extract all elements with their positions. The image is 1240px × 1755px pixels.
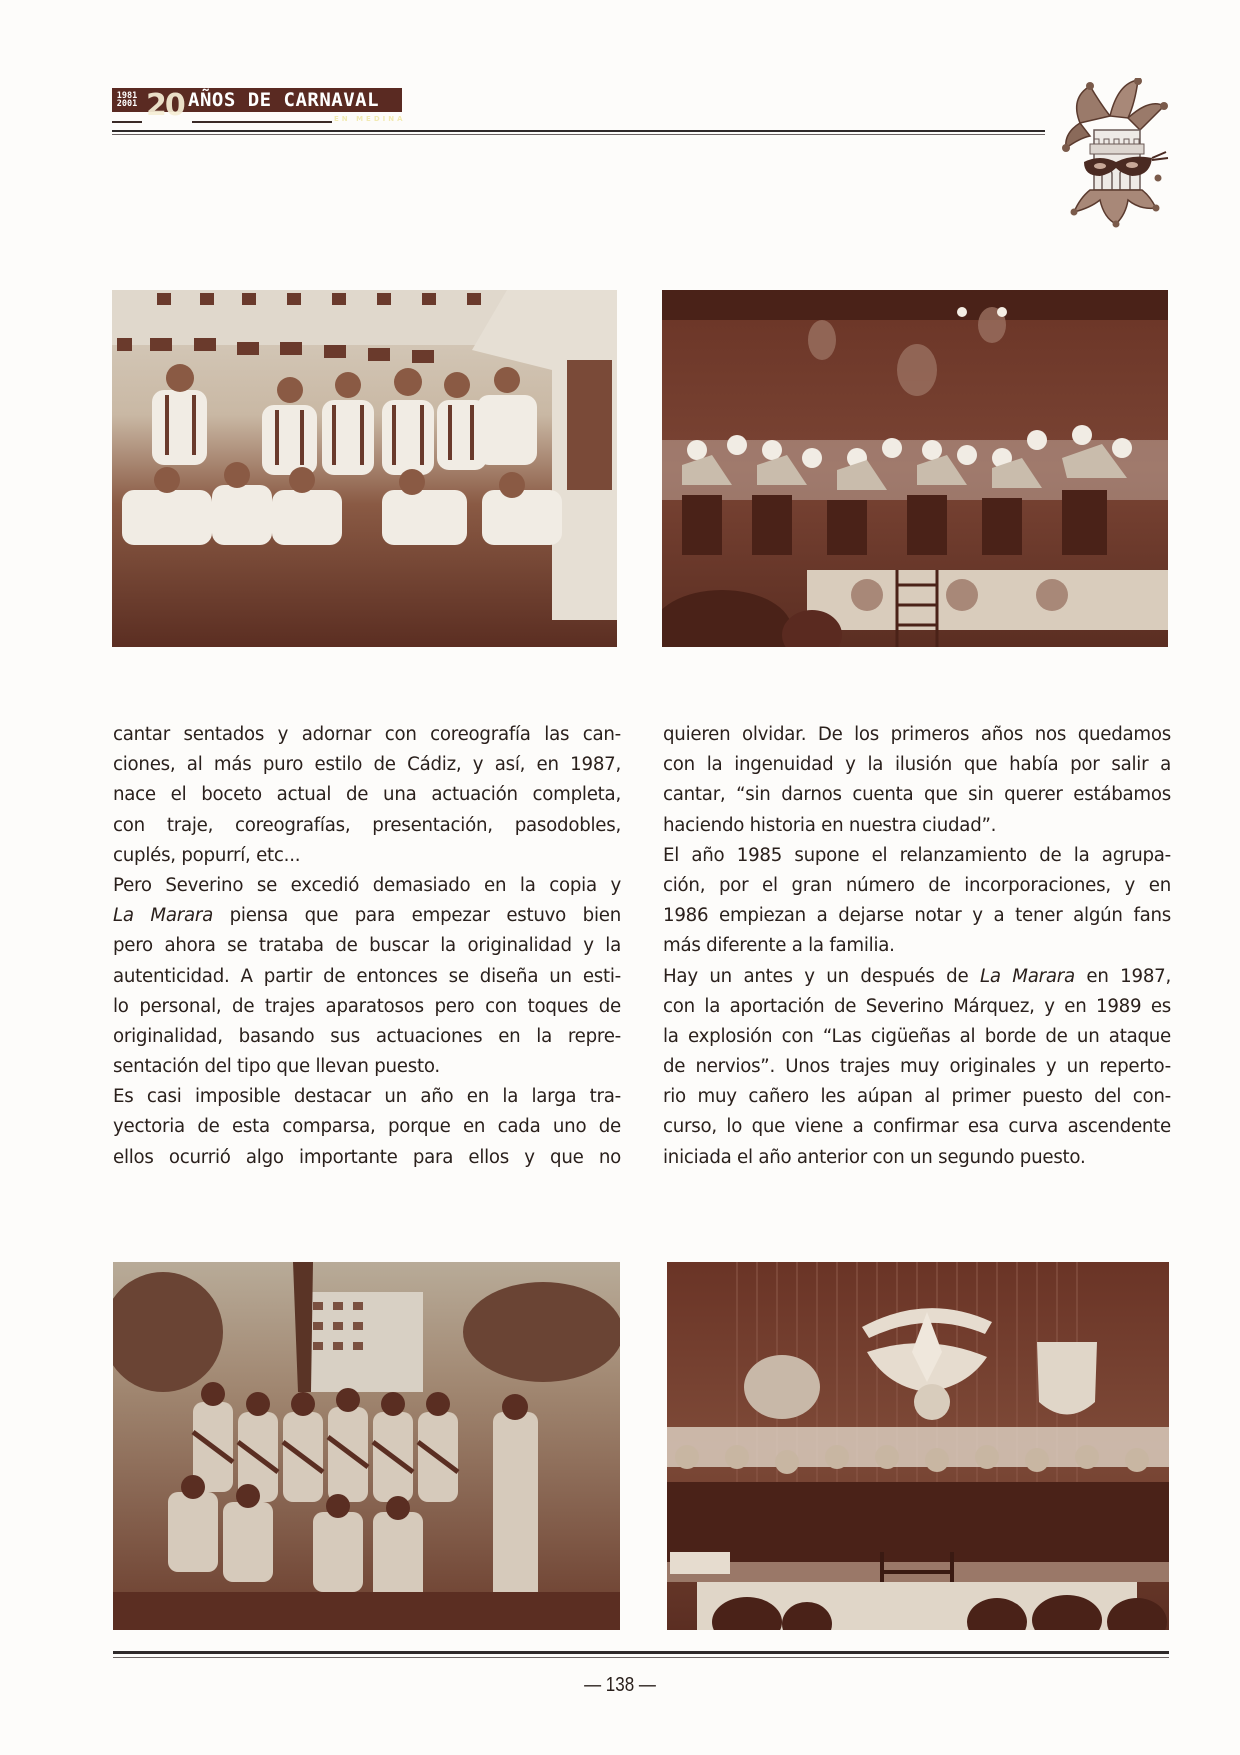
group-name-italic: La Marara (113, 905, 213, 927)
page-number: — 138 — (584, 1674, 656, 1696)
text-line (113, 901, 621, 931)
text-line: más diferente a la familia. (663, 935, 895, 957)
header-title: AÑOS DE CARNAVAL (188, 89, 380, 111)
text-line: ción, por el gran número de incorporaciones, y en (663, 874, 1171, 896)
header-rule-thin (112, 134, 1045, 135)
header-years (112, 92, 140, 108)
stage-performance-carnavales-icon (667, 1262, 1169, 1630)
header-rule-short-left (112, 121, 142, 123)
text-line-rest: en 1987, (1074, 965, 1171, 987)
group-name-italic: La Marara (979, 965, 1075, 987)
text-line: de nervios”. Unos trajes muy originales y un reperto- (663, 1056, 1171, 1078)
text-line: con la ingenuidad y la ilusión que había por salir a (663, 754, 1171, 776)
header-rule (112, 130, 1045, 132)
header-rule-short (192, 121, 332, 123)
text-line: sentación del tipo que llevan puesto. (113, 1056, 440, 1078)
header-year-start: 1981 (116, 91, 138, 101)
header-subtitle: EN MEDINA (334, 115, 406, 123)
header-big-number: 20 (146, 88, 184, 123)
article-column-left (113, 720, 621, 1173)
text-line: la explosión con “Las cigüeñas al borde de un ataque (663, 1025, 1171, 1047)
text-line: 1986 empiezan a dejarse notar y a tener algún fans (663, 905, 1171, 927)
jester-mask-castle-logo-icon (1060, 78, 1172, 228)
text-line: originalidad, basando sus actuaciones en la repre- (113, 1025, 621, 1047)
text-line: yectoria de esta comparsa, porque en cada uno de (113, 1116, 621, 1138)
text-line-rest: piensa que para empezar estuvo bien (212, 905, 621, 927)
text-line: lo personal, de trajes aparatosos pero con toques de (113, 995, 621, 1017)
text-line: autenticidad. A partir de entonces se diseña un esti- (113, 965, 621, 987)
text-line: curso, lo que viene a confirmar esa curva ascendente (663, 1116, 1171, 1138)
text-line: quieren olvidar. De los primeros años nos quedamos (663, 724, 1171, 745)
footer-rule-thin (113, 1657, 1169, 1658)
group-photo-outdoor-costumes-icon (112, 290, 617, 647)
text-line: cantar, “sin darnos cuenta que sin querer estábamos (663, 784, 1171, 806)
article-column-right (663, 720, 1171, 1173)
text-line: ciones, al más puro estilo de Cádiz, y así, en 1987, (113, 754, 621, 776)
stage-performance-masks-icon (662, 290, 1168, 647)
text-line (663, 962, 1171, 992)
text-line: pero ahora se trataba de buscar la originalidad y la (113, 935, 621, 957)
text-line: nace el boceto actual de una actuación completa, (113, 784, 621, 806)
text-line: iniciada el año anterior con un segundo puesto. (663, 1146, 1086, 1168)
text-line: rio muy cañero les aúpan al primer puesto del con- (663, 1086, 1171, 1108)
text-line: ellos ocurrió algo importante para ellos y que no (113, 1146, 621, 1168)
text-line-start: Hay un antes y un después de (663, 965, 980, 987)
text-line: cantar sentados y adornar con coreografía las can- (113, 724, 621, 745)
text-line: cuplés, popurrí, etc... (113, 844, 301, 866)
running-header (112, 88, 1052, 138)
text-line: haciendo historia en nuestra ciudad”. (663, 814, 997, 836)
text-line: Es casi imposible destacar un año en la larga tra- (113, 1086, 621, 1108)
text-line: Pero Severino se excedió demasiado en la copia y (113, 874, 621, 896)
text-line: con traje, coreografías, presentación, pasodobles, (113, 814, 621, 836)
header-year-end: 2001 (116, 99, 138, 109)
footer-rule (113, 1651, 1169, 1654)
group-photo-street-icon (113, 1262, 620, 1630)
text-line: El año 1985 supone el relanzamiento de la agrupa- (663, 844, 1171, 866)
text-line: con la aportación de Severino Márquez, y en 1989 es (663, 995, 1171, 1017)
